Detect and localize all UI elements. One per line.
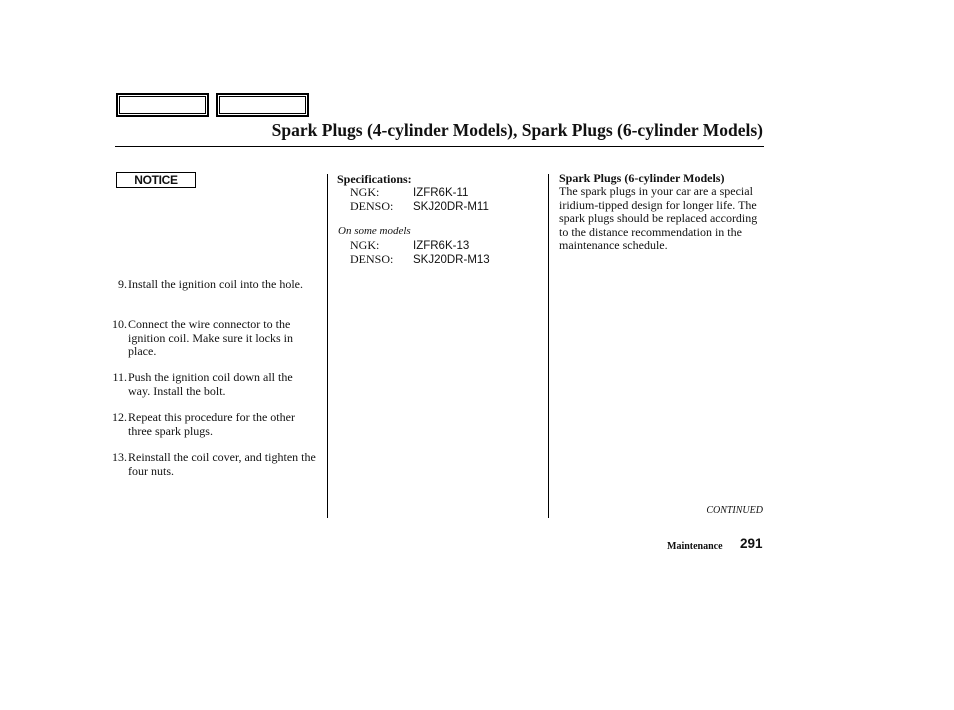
step-number: 12. xyxy=(112,410,127,424)
step-text: Repeat this procedure for the other three spark plugs. xyxy=(128,410,295,438)
spec-brand: DENSO: xyxy=(350,252,394,266)
some-models-label: On some models xyxy=(338,225,411,237)
step-text: Reinstall the coil cover, and tighten the four nuts. xyxy=(128,450,316,478)
spec-code: SKJ20DR-M11 xyxy=(413,201,489,213)
step-item xyxy=(110,451,316,478)
step-number: 10. xyxy=(112,317,127,331)
step-text: Push the ignition coil down all the way. Install the bolt. xyxy=(128,370,293,398)
six-cylinder-heading: Spark Plugs (6-cylinder Models) xyxy=(559,171,725,185)
page-number: 291 xyxy=(740,536,763,551)
spec-brand: NGK: xyxy=(350,185,380,199)
six-cylinder-section xyxy=(559,172,767,252)
footer-section-name: Maintenance xyxy=(667,541,723,552)
specifications-heading: Specifications: xyxy=(337,172,412,186)
spec-brand: DENSO: xyxy=(350,199,394,213)
nav-tab-1[interactable] xyxy=(116,93,209,117)
spec-brand: NGK: xyxy=(350,238,380,252)
step-text: Install the ignition coil into the hole. xyxy=(128,277,303,291)
step-number: 11. xyxy=(112,370,127,384)
step-number: 9. xyxy=(118,277,127,291)
step-item xyxy=(110,318,316,359)
spec-row xyxy=(350,252,490,267)
notice-badge: NOTICE xyxy=(116,172,196,188)
continued-label: CONTINUED xyxy=(706,505,763,516)
step-text: Connect the wire connector to the ignition coil. Make sure it locks in place. xyxy=(128,317,293,359)
six-cylinder-body: The spark plugs in your car are a special iridium-tipped design for longer life. The spark plugs should be replaced according to the distance recommendation in the maintenance schedule. xyxy=(559,184,758,253)
spec-code: IZFR6K-13 xyxy=(413,240,470,252)
column-divider-right xyxy=(548,174,549,518)
spec-code: IZFR6K-11 xyxy=(413,187,469,199)
spec-row xyxy=(350,238,469,253)
column-divider-left xyxy=(327,174,328,518)
step-item xyxy=(110,371,316,398)
step-number: 13. xyxy=(112,450,127,464)
nav-tab-2[interactable] xyxy=(216,93,309,117)
spec-row xyxy=(350,185,468,200)
step-item xyxy=(110,278,316,292)
step-item xyxy=(110,411,316,438)
spec-row xyxy=(350,199,489,214)
title-rule xyxy=(115,146,764,147)
spec-code: SKJ20DR-M13 xyxy=(413,254,490,266)
page-title: Spark Plugs (4-cylinder Models), Spark Plugs (6-cylinder Models) xyxy=(271,120,763,140)
